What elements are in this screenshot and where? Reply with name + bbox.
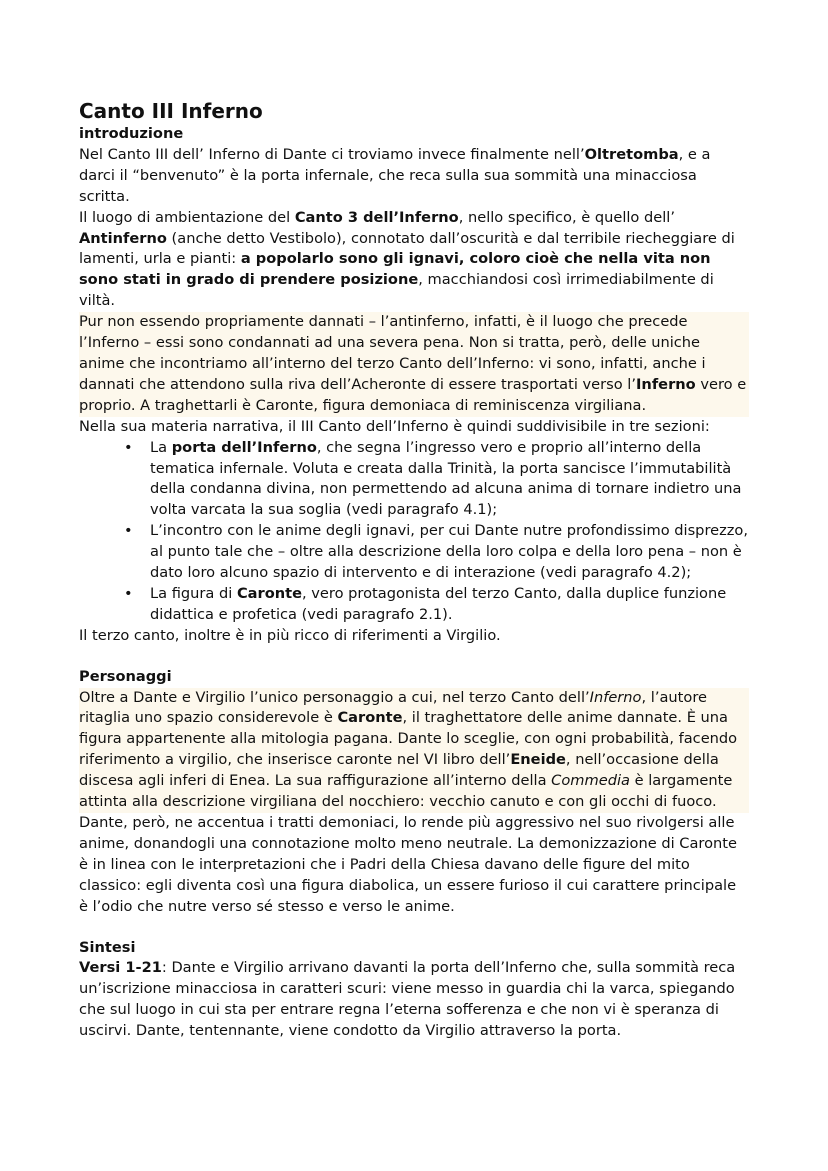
- bold-text: Canto 3 dell’Inferno: [294, 208, 459, 226]
- text-run: : Dante e Virgilio arrivano davanti la porta dell’Inferno che, sulla sommità reca un’iscrizione minacciosa in caratteri scuri: viene messo in guardia chi la varca, spiegando che sul luogo in cui sta per entrare regna l’eterna sofferenza e che non vi è speranza di uscirvi. Dante, tentennante, viene condotto da Virgilio attraverso la porta.: [79, 959, 736, 1040]
- text-run: (anche detto Vestibolo), connotato dall’oscurità e dal terribile riecheggiare di lamenti, urla e pianti:: [79, 229, 735, 268]
- text-run: è largamente attinta alla descrizione virgiliana del nocchiero: vecchio canuto e con gli occhi di fuoco.: [79, 772, 733, 811]
- text-run: , e a darci il “benvenuto” è la porta infernale, che reca sulla sua sommità una minacciosa scritta.: [79, 145, 711, 205]
- bold-text: porta dell’Inferno: [171, 438, 317, 456]
- bold-text: Antinferno: [79, 229, 167, 247]
- intro-paragraph-5: [79, 626, 749, 647]
- text-run: Oltre a Dante e Virgilio l’unico personaggio a cui, nel terzo Canto dell’: [79, 688, 590, 706]
- sintesi-paragraph-1: [79, 958, 749, 1042]
- text-run: L’incontro con le anime degli ignavi, per cui Dante nutre profondissimo disprezzo, al punto tale che – oltre alla descrizione della loro colpa e della loro pena – non è dato loro alcuno spazio di intervento e di interazione (vedi paragrafo 4.2);: [150, 522, 748, 582]
- list-item: [79, 438, 749, 522]
- text-run: La: [150, 438, 172, 456]
- text-run: , nello specifico, è quello dell’: [458, 208, 675, 226]
- bold-text: Inferno: [636, 375, 696, 393]
- section-heading-sintesi: Sintesi: [79, 938, 136, 956]
- text-run: Dante, però, ne accentua i tratti demoniaci, lo rende più aggressivo nel suo rivolgersi alle anime, donandogli una connotazione molto meno neutrale. La demonizzazione di Caronte è in linea con le interpretazioni che i Padri della Chiesa davano delle figure del mito classico: egli diventa così una figura diabolica, un essere furioso il cui carattere principale è l’odio che nutre verso sé stesso e verso le anime.: [79, 814, 737, 915]
- intro-paragraph-3: [79, 312, 749, 417]
- bold-text: Eneide: [510, 751, 566, 769]
- text-run: , il traghettatore delle anime dannate. È una figura appartenente alla mitologia pagana. Dante lo sceglie, con ogni probabilità, facendo riferimento a virgilio, che inserisce caronte nel VI libro dell’: [79, 709, 738, 769]
- section-heading-introduzione: introduzione: [79, 125, 184, 142]
- bold-text: Caronte: [337, 709, 403, 727]
- text-run: , che segna l’ingresso vero e proprio all’interno della tematica infernale. Voluta e creata dalla Trinità, la porta sancisce l’immutabilità della condanna divina, non permettendo ad alcuna anima di tornare indietro una volta varcata la sua soglia (vedi paragrafo 4.1);: [150, 438, 742, 519]
- list-item: [79, 521, 749, 584]
- text-run: La figura di: [150, 584, 237, 602]
- italic-text: Commedia: [551, 772, 630, 790]
- bold-text: a popolarlo sono gli ignavi, coloro cioè che nella vita non sono stati in grado di prendere posizione: [79, 250, 711, 289]
- text-run: , nell’occasione della discesa agli inferi di Enea. La sua raffigurazione all’interno della: [79, 751, 719, 790]
- text-run: Nella sua materia narrativa, il III Canto dell’Inferno è quindi suddivisibile in tre sezioni:: [79, 417, 710, 435]
- bold-text: Caronte: [236, 584, 303, 602]
- text-run: , macchiandosi così irrimediabilmente di viltà.: [79, 271, 714, 310]
- text-run: vero e proprio. A traghettarli è Caronte, figura demoniaca di reminiscenza virgiliana.: [79, 375, 747, 414]
- intro-paragraph-2: [79, 208, 749, 313]
- bold-text: Versi 1-21: [79, 959, 162, 977]
- text-run: Il luogo di ambientazione del: [79, 208, 295, 226]
- text-run: Il terzo canto, inoltre è in più ricco di riferimenti a Virgilio.: [79, 626, 501, 644]
- intro-paragraph-1: [79, 145, 749, 208]
- italic-text: Inferno: [589, 688, 642, 706]
- text-run: Pur non essendo propriamente dannati – l’antinferno, infatti, è il luogo che precede l’Inferno – essi sono condannati ad una severa pena. Non si tratta, però, delle uniche anime che incontriamo all’interno del terzo Canto dell’Inferno: vi sono, infatti, anche i dannati che attendono sulla riva dell’Acheronte di essere trasportati verso l’: [79, 313, 706, 393]
- sections-list: [79, 438, 749, 626]
- text-run: , vero protagonista del terzo Canto, dalla duplice funzione didattica e profetica (vedi paragrafo 2.1).: [150, 584, 727, 623]
- list-item: [79, 584, 749, 626]
- page-title: Canto III Inferno: [79, 99, 263, 123]
- document-page: [79, 98, 749, 1042]
- intro-paragraph-4: [79, 417, 749, 438]
- personaggi-paragraph-1: [79, 688, 749, 813]
- text-run: , l’autore ritaglia uno spazio considerevole è: [79, 688, 707, 727]
- personaggi-paragraph-2: [79, 813, 749, 918]
- section-heading-personaggi: Personaggi: [79, 667, 172, 685]
- bold-text: Oltretomba: [584, 145, 679, 163]
- text-run: Nel Canto III dell’ Inferno di Dante ci troviamo invece finalmente nell’: [79, 145, 585, 163]
